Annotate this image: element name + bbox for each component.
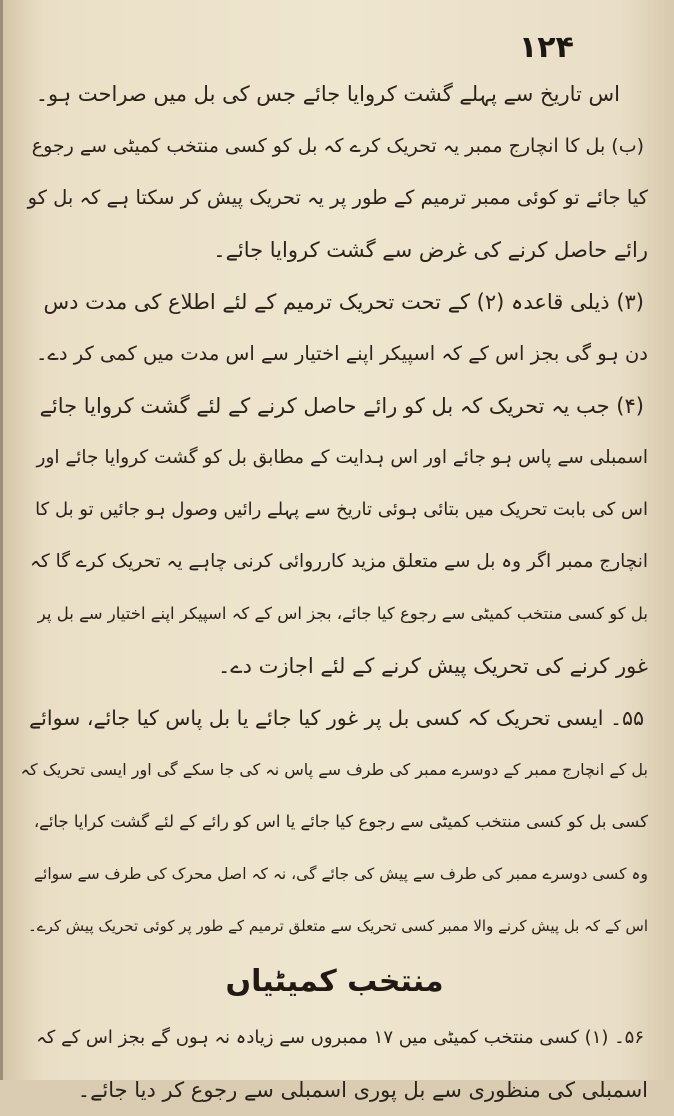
text-line: کیا جائے تو کوئی ممبر ترمیم کے طور پر یہ تحریک پیش کر سکتا ہے کہ بل کو bbox=[27, 186, 648, 209]
text-line: (۴) جب یہ تحریک کہ بل کو رائے حاصل کرنے کے لئے گشت کروایا جائے bbox=[39, 394, 644, 418]
text-line: ۵۵۔ ایسی تحریک کہ کسی بل پر غور کیا جائے یا بل پاس کیا جائے، سوائے bbox=[29, 706, 644, 730]
text-line: ۵۶۔ (۱) کسی منتخب کمیٹی میں ۱۷ ممبروں سے زیادہ نہ ہوں گے بجز اس کے کہ bbox=[36, 1027, 644, 1048]
text-line: اس کی بابت تحریک میں بتائی ہوئی تاریخ سے پہلے رائیں وصول ہو جائیں تو بل کا bbox=[35, 499, 648, 520]
text-line: (۳) ذیلی قاعدہ (۲) کے تحت تحریک ترمیم کے لئے اطلاع کی مدت دس bbox=[43, 290, 644, 314]
text-line: اسمبلی سے پاس ہو جائے اور اس ہدایت کے مطابق بل کو گشت کروایا جائے اور bbox=[36, 447, 648, 468]
section-heading: منتخب کمیٹیاں bbox=[225, 964, 444, 999]
text-line: کسی بل کو کسی منتخب کمیٹی سے رجوع کیا جائے یا اس کو رائے کے لئے گشت کرایا جائے، bbox=[33, 812, 648, 831]
text-line: وہ کسی دوسرے ممبر کی طرف سے پیش کی جائے گی، نہ کہ اصل محرک کی طرف سے سوائے bbox=[33, 865, 648, 883]
document-body bbox=[21, 68, 648, 1116]
text-line: بل کے انچارج ممبر کے دوسرے ممبر کی طرف سے پاس نہ کی جا سکے گی اور ایسی تحریک کہ bbox=[21, 760, 648, 779]
text-line: بل کو کسی منتخب کمیٹی سے رجوع کیا جائے، بجز اس کے کہ اسپیکر اپنے اختیار سے بل پر bbox=[37, 604, 648, 623]
text-line: رائے حاصل کرنے کی غرض سے گشت کروایا جائے۔ bbox=[213, 238, 648, 262]
text-line: اسمبلی کی منظوری سے بل پوری اسمبلی سے رجوع کر دیا جائے۔ bbox=[77, 1078, 648, 1102]
text-line: انچارج ممبر اگر وہ بل سے متعلق مزید کارروائی کرنی چاہے یہ تحریک کرے گا کہ bbox=[30, 551, 648, 572]
text-line: اس کے کہ بل پیش کرنے والا ممبر کسی تحریک سے متعلق ترمیم کے طور پر کوئی تحریک پیش کرے۔ bbox=[28, 917, 648, 935]
text-line: (ب) بل کا انچارج ممبر یہ تحریک کرے کہ بل کو کسی منتخب کمیٹی سے رجوع bbox=[31, 135, 644, 157]
text-line: دن ہو گی بجز اس کے کہ اسپیکر اپنے اختیار سے اس مدت میں کمی کر دے۔ bbox=[35, 342, 648, 365]
text-line: غور کرنے کی تحریک پیش کرنے کے لئے اجازت دے۔ bbox=[217, 654, 648, 678]
text-line: اس تاریخ سے پہلے گشت کروایا جائے جس کی بل میں صراحت ہو۔ bbox=[35, 82, 620, 106]
page-number: ۱۲۴ bbox=[519, 30, 574, 65]
